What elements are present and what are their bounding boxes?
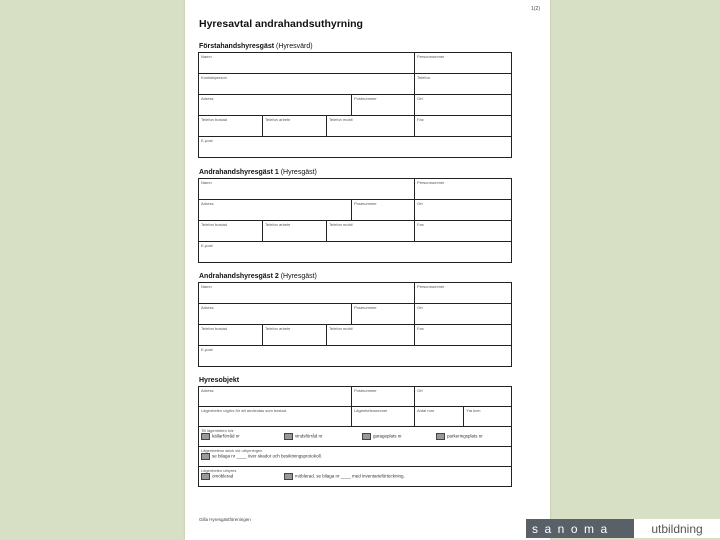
field-tel-mobil[interactable]: Telefon mobil bbox=[327, 325, 415, 346]
option-parkeringsplats[interactable] bbox=[436, 433, 483, 440]
utrustning-options bbox=[201, 473, 509, 480]
form-hyresobjekt bbox=[198, 386, 512, 487]
field-yta[interactable]: Yta kvm bbox=[464, 407, 512, 427]
field-ort[interactable]: Ort bbox=[415, 95, 512, 116]
field-adress[interactable]: Adress bbox=[199, 304, 352, 325]
field-tel-arbete[interactable]: Telefon arbete bbox=[263, 221, 327, 242]
checkbox-icon[interactable] bbox=[284, 473, 293, 480]
logo-utbildning: utbildning bbox=[634, 519, 720, 538]
field-epost[interactable]: E-post bbox=[199, 346, 512, 367]
field-name[interactable]: Namn bbox=[199, 283, 415, 304]
field-personnummer[interactable]: Personnummer bbox=[415, 53, 512, 74]
field-postnummer[interactable]: Postnummer bbox=[352, 387, 415, 407]
tillhor-options bbox=[201, 433, 509, 440]
section-heading-text: Förstahandshyresgäst bbox=[199, 43, 275, 50]
checkbox-icon[interactable] bbox=[201, 473, 210, 480]
field-ort[interactable]: Ort bbox=[415, 304, 512, 325]
checkbox-icon[interactable] bbox=[284, 433, 293, 440]
field-postnummer[interactable]: Postnummer bbox=[352, 200, 415, 221]
form-forstahand bbox=[198, 52, 512, 158]
field-tel-mobil[interactable]: Telefon mobil bbox=[327, 221, 415, 242]
field-epost[interactable]: E-post bbox=[199, 137, 512, 158]
option-vindsforrad[interactable] bbox=[284, 433, 362, 440]
field-ort[interactable]: Ort bbox=[415, 200, 512, 221]
field-postnummer[interactable]: Postnummer bbox=[352, 304, 415, 325]
section-heading-sub: (Hyresvärd) bbox=[276, 43, 313, 50]
field-tel-mobil[interactable]: Telefon mobil bbox=[327, 116, 415, 137]
form-andrahand-2 bbox=[198, 282, 512, 367]
option-label: parkeringsplats nr bbox=[447, 433, 483, 439]
checkbox-icon[interactable] bbox=[201, 453, 210, 460]
option-omoblerad[interactable] bbox=[201, 473, 284, 480]
field-lagenheten-utgor[interactable]: Lägenheten utgörs för att användas som bostad. bbox=[199, 407, 352, 427]
field-utrustning bbox=[199, 467, 512, 487]
checkbox-icon[interactable] bbox=[362, 433, 371, 440]
document-page bbox=[185, 0, 550, 540]
field-kontaktperson[interactable]: Kontaktperson bbox=[199, 74, 415, 95]
section-heading-text: Andrahandshyresgäst 2 bbox=[199, 273, 279, 280]
field-epost[interactable]: E-post bbox=[199, 242, 512, 263]
field-tillhor bbox=[199, 427, 512, 447]
document-title: Hyresavtal andrahandsuthyrning bbox=[199, 18, 363, 30]
field-adress[interactable]: Adress bbox=[199, 200, 352, 221]
option-label: vindsförråd nr bbox=[295, 433, 323, 439]
section-heading-andrahand-1 bbox=[199, 169, 317, 176]
option-label: se bilaga nr ____ över skador och besiktningsprotokoll. bbox=[212, 453, 322, 459]
option-bilaga-skador[interactable] bbox=[201, 453, 322, 460]
document-footer: Gilla Hyresgästföreningen bbox=[199, 517, 251, 522]
logo-sanoma: sanoma bbox=[526, 519, 634, 538]
section-heading-forstahand bbox=[199, 43, 313, 50]
field-fax[interactable]: Fax bbox=[415, 116, 512, 137]
field-tel-arbete[interactable]: Telefon arbete bbox=[263, 116, 327, 137]
checkbox-icon[interactable] bbox=[436, 433, 445, 440]
sanoma-utbildning-logo bbox=[526, 519, 720, 538]
field-lagenhetsnummer[interactable]: Lägenhetsnummer bbox=[352, 407, 415, 427]
skick-options bbox=[201, 453, 509, 460]
field-tel-bostad[interactable]: Telefon bostad bbox=[199, 221, 263, 242]
field-name[interactable]: Namn bbox=[199, 179, 415, 200]
section-heading-hyresobjekt bbox=[199, 377, 239, 384]
field-tel-arbete[interactable]: Telefon arbete bbox=[263, 325, 327, 346]
field-personnummer[interactable]: Personnummer bbox=[415, 283, 512, 304]
utrustning-label: Lägenheten uthyres bbox=[201, 468, 237, 473]
section-heading-text: Andrahandshyresgäst 1 bbox=[199, 169, 279, 176]
field-fax[interactable]: Fax bbox=[415, 221, 512, 242]
option-garageplats[interactable] bbox=[362, 433, 436, 440]
field-adress[interactable]: Adress bbox=[199, 95, 352, 116]
option-label: omöblerad bbox=[212, 473, 234, 479]
option-moblerad[interactable] bbox=[284, 473, 405, 480]
field-tel-bostad[interactable]: Telefon bostad bbox=[199, 325, 263, 346]
field-skick bbox=[199, 447, 512, 467]
field-antal-rum[interactable]: Antal rum bbox=[415, 407, 464, 427]
tillhor-label: Till lägenheten hör bbox=[201, 428, 234, 433]
field-tel-bostad[interactable]: Telefon bostad bbox=[199, 116, 263, 137]
field-telefon[interactable]: Telefon bbox=[415, 74, 512, 95]
section-heading-andrahand-2 bbox=[199, 273, 317, 280]
field-name[interactable]: Namn bbox=[199, 53, 415, 74]
section-heading-sub: (Hyresgäst) bbox=[280, 273, 317, 280]
option-label: möblerad, se bilaga nr ____ med inventarieförteckning. bbox=[295, 473, 405, 479]
section-heading-text: Hyresobjekt bbox=[199, 377, 240, 384]
field-personnummer[interactable]: Personnummer bbox=[415, 179, 512, 200]
form-andrahand-1 bbox=[198, 178, 512, 263]
checkbox-icon[interactable] bbox=[201, 433, 210, 440]
section-heading-sub: (Hyresgäst) bbox=[280, 169, 317, 176]
field-fax[interactable]: Fax bbox=[415, 325, 512, 346]
field-ort[interactable]: Ort bbox=[415, 387, 512, 407]
page-number: 1(2) bbox=[531, 6, 540, 12]
field-adress[interactable]: Adress bbox=[199, 387, 352, 407]
option-kallarforrad[interactable] bbox=[201, 433, 284, 440]
option-label: garageplats nr bbox=[373, 433, 402, 439]
skick-label: Lägenhetens skick vid uthyrningen bbox=[201, 448, 263, 453]
field-postnummer[interactable]: Postnummer bbox=[352, 95, 415, 116]
option-label: källarförråd nr bbox=[212, 433, 240, 439]
